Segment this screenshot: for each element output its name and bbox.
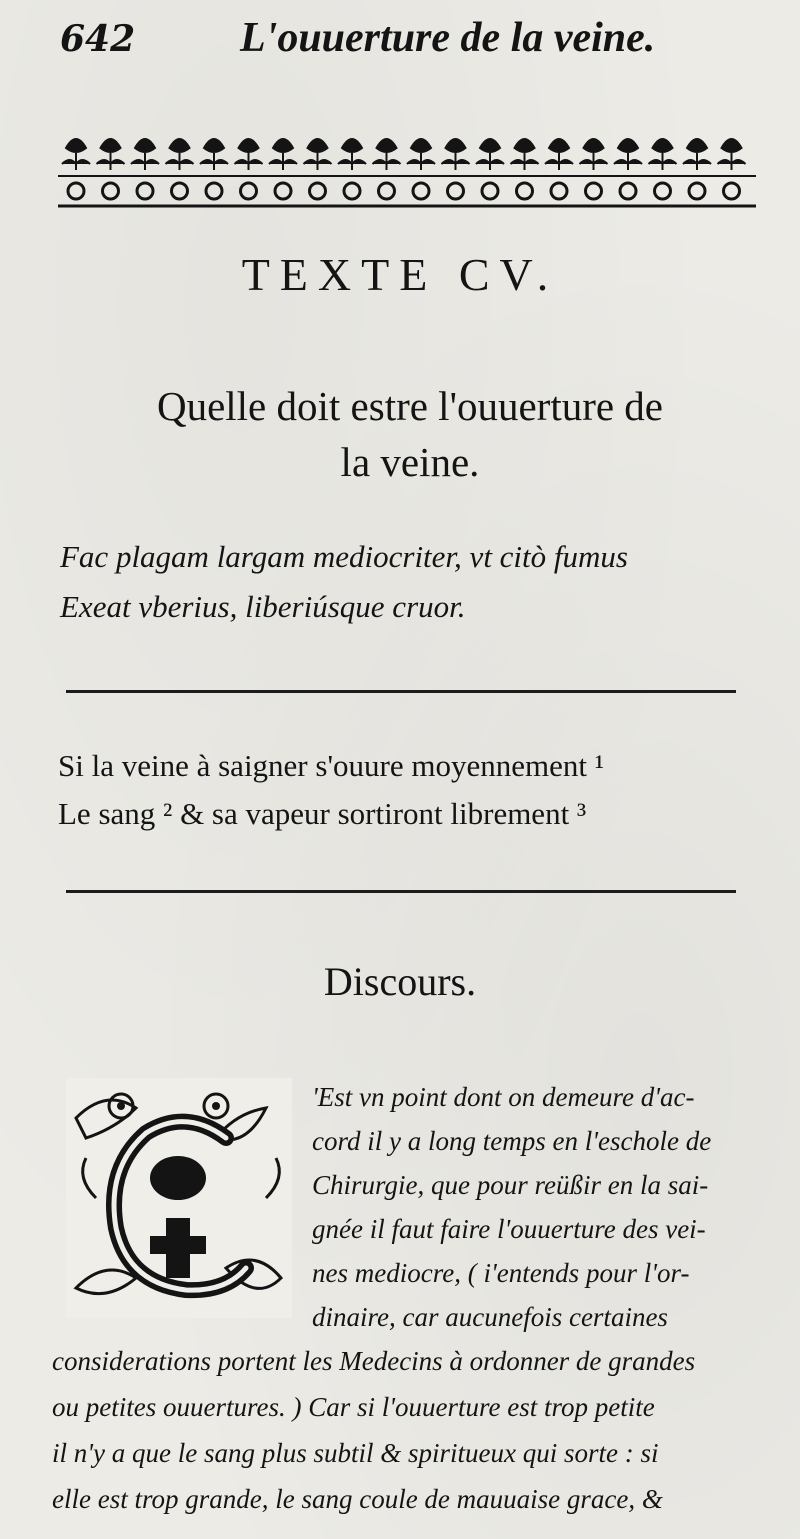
body-text-line: nes mediocre, ( i'entends pour l'or- — [312, 1258, 690, 1288]
ornament-scroll — [241, 183, 257, 199]
ornament-flower — [476, 139, 504, 170]
divider-rule — [66, 890, 736, 893]
ornament-scroll — [689, 183, 705, 199]
ornament-flower — [338, 139, 366, 170]
french-verse-line: Si la veine à saigner s'ouure moyennement ¹ — [58, 748, 605, 783]
ornament-flower — [442, 139, 470, 170]
ornament-scroll — [724, 183, 740, 199]
latin-verse-line: Exeat vberius, liberiúsque cruor. — [60, 589, 466, 624]
ornament-scroll — [275, 183, 291, 199]
section-title — [100, 378, 720, 490]
decorated-initial-icon — [66, 1078, 292, 1318]
ornament-flower — [62, 139, 90, 170]
ornament-scroll — [137, 183, 153, 199]
ornament-flower — [511, 139, 539, 170]
latin-verse — [60, 532, 760, 632]
ornament-scroll — [310, 183, 326, 199]
ornament-flower — [649, 139, 677, 170]
section-title-line: Quelle doit estre l'ouuerture de — [156, 383, 664, 429]
body-text-line: elle est trop grande, le sang coule de mauuaise grace, & — [52, 1484, 663, 1514]
ornament-scroll — [103, 183, 119, 199]
ornament-scroll — [448, 183, 464, 199]
body-text-line: gnée il faut faire l'ouuerture des vei- — [312, 1214, 706, 1244]
ornament-flower — [614, 139, 642, 170]
body-text-line: il n'y a que le sang plus subtil & spiritueux qui sorte : si — [52, 1438, 659, 1468]
body-text-line: 'Est vn point dont on demeure d'ac- — [312, 1082, 695, 1112]
ornament-scroll — [206, 183, 222, 199]
ornament-flower — [131, 139, 159, 170]
body-text-line: cord il y a long temps en l'eschole de — [312, 1126, 712, 1156]
ornament-flower — [304, 139, 332, 170]
section-title-line: la veine. — [340, 439, 480, 485]
body-text-line: Chirurgie, que pour reüßir en la sai- — [312, 1170, 709, 1200]
body-text-line: dinaire, car aucunefois certaines — [312, 1302, 668, 1332]
ornament-scroll — [344, 183, 360, 199]
ornament-scroll — [379, 183, 395, 199]
ornament-flower — [683, 139, 711, 170]
ornament-flower — [235, 139, 263, 170]
ornament-scroll — [517, 183, 533, 199]
running-head — [60, 14, 760, 74]
ornament-scroll — [586, 183, 602, 199]
ornament-scroll — [620, 183, 636, 199]
ornament-flower — [407, 139, 435, 170]
french-verse-line: Le sang ² & sa vapeur sortiront librement ³ — [58, 796, 587, 831]
french-verse — [58, 742, 758, 838]
ornament-flower — [97, 139, 125, 170]
ornament-flower — [166, 139, 194, 170]
discours-heading: Discours. — [323, 959, 477, 1004]
floral-ornament-band-icon — [58, 130, 756, 210]
ornament-flower — [200, 139, 228, 170]
ornament-flower — [545, 139, 573, 170]
ornament-flower — [718, 139, 746, 170]
ornament-scroll — [172, 183, 188, 199]
texte-heading: TEXTE CV. — [241, 249, 559, 300]
ornament-flower — [373, 139, 401, 170]
ornament-flower — [580, 139, 608, 170]
ornament-scroll — [551, 183, 567, 199]
ornament-flower — [269, 139, 297, 170]
body-text-line: considerations portent les Medecins à ordonner de grandes — [52, 1346, 696, 1376]
running-title: L'ouuerture de la veine. — [240, 15, 656, 61]
latin-verse-line: Fac plagam largam mediocriter, vt citò fumus — [60, 539, 628, 574]
ornament-scroll — [413, 183, 429, 199]
ornament-scroll — [655, 183, 671, 199]
body-text-line: ou petites ouuertures. ) Car si l'ouuerture est trop petite — [52, 1392, 655, 1422]
divider-rule — [66, 690, 736, 693]
ornament-scroll — [482, 183, 498, 199]
ornament-scroll — [68, 183, 84, 199]
page-number: 642 — [60, 18, 136, 60]
